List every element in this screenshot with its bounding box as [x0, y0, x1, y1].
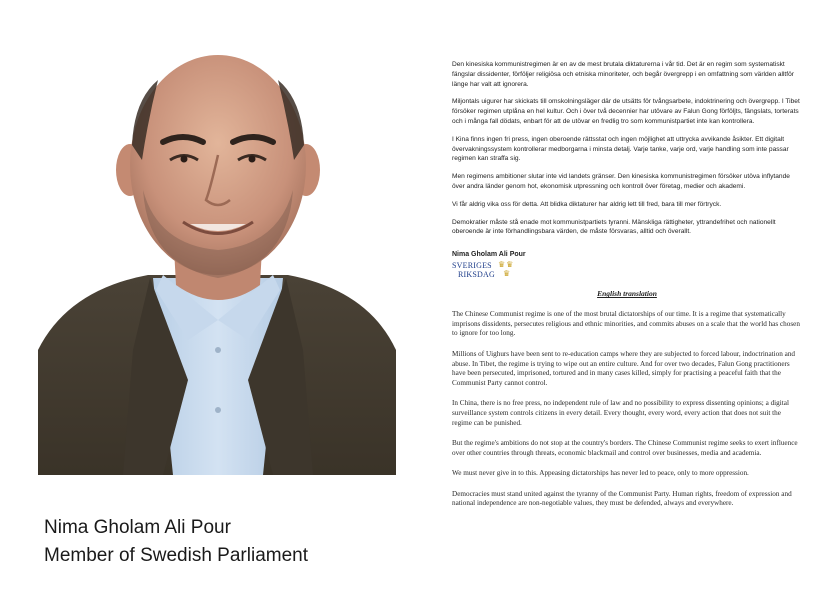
- swedish-text: [452, 60, 802, 237]
- swedish-paragraph: Miljontals uigurer har skickats till omskolningsläger där de utsätts för tvångsarbete, indoktrinering och övergrepp. I Tibet försöker regimen utplåna en hel kultur. Och i över två decennier har utövare av Falun Gong förföljts, fängslats, torterats och i många fall dödats, enbart för att de utövar en fredlig tro som kommunistpartiet inte kan kontrollera.: [452, 98, 800, 125]
- english-paragraph: We must never give in to this. Appeasing dictatorships has never led to peace, only to more oppression.: [452, 469, 749, 478]
- english-paragraph: Millions of Uighurs have been sent to re-education camps where they are subjected to forced labour, indoctrination and abuse. In Tibet, the regime is trying to wipe out an entire culture. And for over two decades, Falun Gong practitioners have been persecuted, imprisoned, tortured and in many cases killed, simply for practising a peaceful faith that the Communist Party cannot control.: [452, 349, 796, 387]
- signature-name: Nima Gholam Ali Pour: [452, 251, 526, 259]
- crown-icon: ♛: [497, 260, 506, 270]
- english-translation-heading: English translation: [597, 289, 657, 299]
- logo-line1: SVERIGES: [452, 261, 492, 271]
- letter: [452, 60, 802, 520]
- english-text: [452, 310, 802, 509]
- portrait-photo: [38, 50, 396, 475]
- crowns: [498, 261, 513, 278]
- english-paragraph: In China, there is no free press, no independent rule of law and no possibility to express dissenting opinions; a digital surveillance system controls citizens in every detail. Every thought, every word, every action that does not suit the regime can be punished.: [452, 399, 789, 427]
- swedish-paragraph: Den kinesiska kommunistregimen är en av de mest brutala diktaturerna i vår tid. Det är en regim som systematiskt fängslar dissidenter, förföljer religiösa och etniska minoriteter, och begår övergrepp i en omfattning som världen alltför länge har valt att ignorera.: [452, 61, 794, 88]
- swedish-paragraph: I Kina finns ingen fri press, ingen oberoende rättsstat och ingen möjlighet att uttrycka avvikande åsikter. Ett digitalt övervakningssystem kontrollerar medborgarna i minsta detalj. Varje tanke, varje ord, varje handling som inte passar regimen kan straffa sig.: [452, 135, 789, 163]
- riksdag-logo-text: [452, 261, 495, 279]
- portrait-illustration: [38, 50, 396, 475]
- english-paragraph: But the regime's ambitions do not stop at the country's borders. The Chinese Communist regime seeks to exert influence over other countries through threats, economic blackmail and control over businesses, media and academia.: [452, 439, 798, 457]
- logo-line2: RIKSDAG: [458, 270, 495, 280]
- english-paragraph: The Chinese Communist regime is one of the most brutal dictatorships of our time. It is a regime that systematically imprisons dissidents, persecutes religious and ethnic minorities, and commits abuses on a scale that the world has chosen to ignore for too long.: [452, 310, 800, 338]
- crown-icon: ♛: [502, 269, 511, 279]
- swedish-paragraph: Vi får aldrig vika oss för detta. Att blidka diktaturer har aldrig lett till fred, bara till mer förtryck.: [452, 200, 722, 208]
- swedish-paragraph: Demokratier måste stå enade mot kommunistpartiets tyranni. Mänskliga rättigheter, yttrandefrihet och nationellt oberoende är inte förhandlingsbara värden, de måste försvaras, alltid och överallt.: [452, 218, 776, 236]
- photo-caption: [44, 514, 308, 570]
- swedish-paragraph: Men regimens ambitioner slutar inte vid landets gränser. Den kinesiska kommunistregimen försöker utöva inflytande över andra länder genom hot, ekonomisk utpressning och kontroll över företag, medier och akademi.: [452, 173, 790, 190]
- crown-icon: ♛: [506, 260, 514, 270]
- riksdag-logo: [452, 261, 802, 279]
- caption-name: Nima Gholam Ali Pour: [44, 517, 231, 538]
- caption-title: Member of Swedish Parliament: [44, 545, 308, 566]
- english-paragraph: Democracies must stand united against the tyranny of the Communist Party. Human rights, freedom of expression and national independence are non-negotiable values, they must be defended, always and everywhere.: [452, 489, 792, 508]
